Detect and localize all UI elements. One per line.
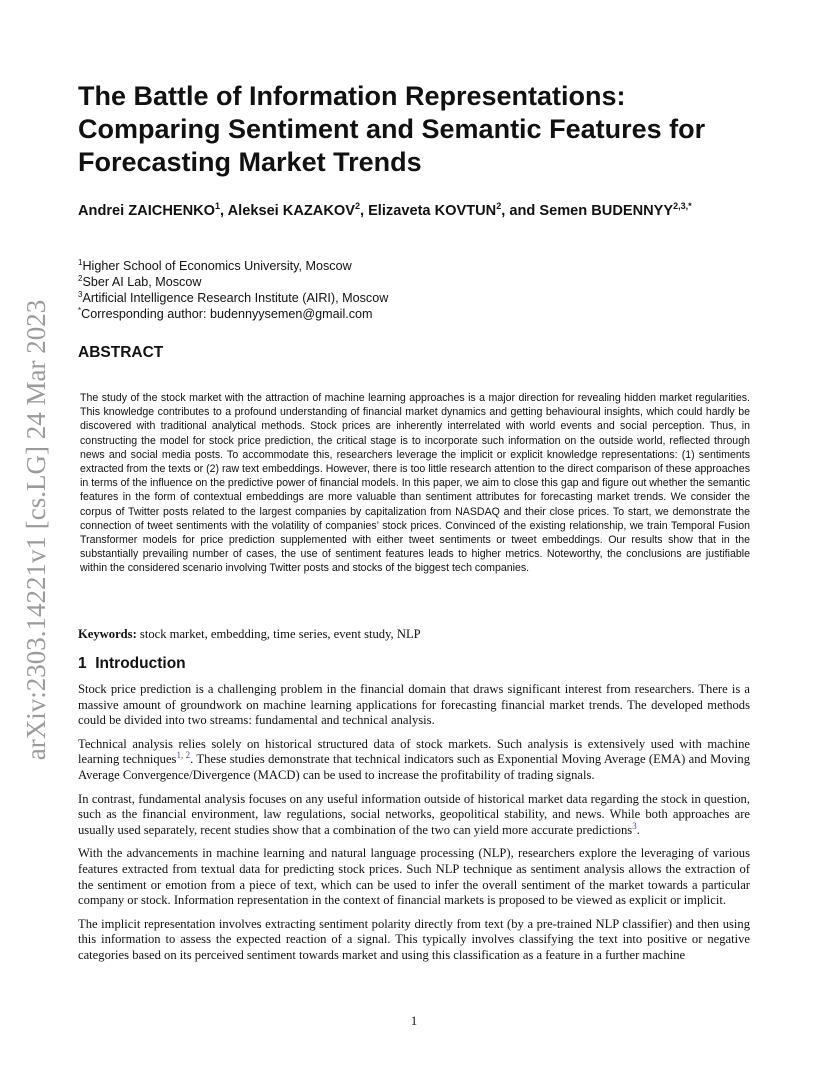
- body-paragraph: With the advancements in machine learning and natural language processing (NLP), researchers explore the leveraging of various features extracted from textual data for predicting stock prices. Such NLP technique as sentiment analysis allows the extraction of the sentiment or emotion from a piece of text, which can be used to infer the overall sentiment of the market towards a particular company or stock. Information representation in the context of financial markets is proposed to be viewed as explicit or implicit.: [78, 846, 750, 908]
- affiliation-text: Artificial Intelligence Research Institute (AIRI), Moscow: [82, 291, 389, 305]
- paragraph-text: Technical analysis relies solely on historical structured data of stock markets. Such analysis is extensively used with machine learning techniques: [78, 736, 750, 767]
- author-separator: ,: [359, 203, 369, 219]
- keywords-text: stock market, embedding, time series, event study, NLP: [136, 627, 421, 641]
- keywords-label: Keywords:: [78, 627, 137, 641]
- affiliation-mark: *: [78, 305, 82, 315]
- page-number: 1: [410, 1014, 418, 1028]
- affiliation-text: Sber AI Lab, Moscow: [82, 275, 202, 289]
- affiliation-list: [78, 258, 578, 322]
- citation-link[interactable]: 1, 2: [176, 750, 191, 761]
- body-paragraph: Stock price prediction is a challenging problem in the financial domain that draws significant interest from researchers. There is a massive amount of groundwork on machine learning applications for forecasting financial market trends. The developed methods could be divided into two streams: fundamental and technical analysis.: [78, 682, 750, 728]
- body-paragraph: [78, 737, 750, 784]
- author-name: Aleksei KAZAKOV: [227, 203, 355, 219]
- body-paragraph: [78, 792, 750, 839]
- abstract-heading: ABSTRACT: [78, 344, 164, 361]
- author-list: [78, 202, 738, 220]
- paragraph-text: . These studies demonstrate that technical indicators such as Exponential Moving Average (EMA) and Moving Average Convergence/Divergence (MACD) can be used to increase the profitability of trading signals.: [78, 752, 750, 782]
- paper-title: The Battle of Information Representations: Comparing Sentiment and Semantic Features for Forecasting Market Trends: [78, 81, 706, 177]
- corresponding-author-text: Corresponding author: budennyysemen@gmail.com: [81, 307, 373, 321]
- affiliation-mark: 1: [78, 257, 83, 267]
- author-affiliation-mark: 2,3,*: [673, 201, 692, 212]
- author-affiliation-mark: 1: [215, 201, 221, 212]
- affiliation-line: [78, 274, 578, 290]
- affiliation-line: [78, 258, 578, 274]
- abstract-text: The study of the stock market with the attraction of machine learning approaches is a major direction for revealing hidden market regularities. This knowledge contributes to a profound understanding of financial market dynamics and getting behavioural insights, which could hardly be discovered with traditional analytical methods. Stock prices are inherently interrelated with world events and social perception. Thus, in constructing the model for stock price prediction, the critical stage is to incorporate such information on the outside world, reflected through news and social media posts. To accommodate this, researchers leverage the implicit or explicit knowledge representations: (1) sentiments extracted from the texts or (2) raw text embeddings. However, there is too little research attention to the direct comparison of these approaches in terms of the influence on the predictive power of financial models. In this paper, we aim to close this gap and figure out whether the semantic features in the form of contextual embeddings are more valuable than sentiment attributes for forecasting market trends. We consider the corpus of Twitter posts related to the largest companies by capitalization from NASDAQ and their close prices. To start, we demonstrate the connection of tweet sentiments with the volatility of companies’ stock prices. Convinced of the existing relationship, we train Temporal Fusion Transformer models for price prediction supplemented with either tweet sentiments or tweet embeddings. Our results show that in the substantially prevailing number of cases, the use of sentiment features leads to higher metrics. Noteworthy, the conclusions are justifiable within the considered scenario involving Twitter posts and stocks of the biggest tech companies.: [80, 392, 750, 575]
- affiliation-text: Higher School of Economics University, Moscow: [82, 259, 352, 273]
- section-title: Introduction: [95, 655, 186, 672]
- author-affiliation-mark: 2: [496, 201, 502, 212]
- section-heading-introduction: [78, 655, 186, 673]
- author-separator: , and: [501, 203, 540, 219]
- arxiv-identifier-stamp: arXiv:2303.14221v1 [cs.LG] 24 Mar 2023: [21, 299, 51, 761]
- paragraph-text: .: [636, 822, 640, 837]
- paragraph-text: In contrast, fundamental analysis focuses on any useful information outside of historical market data regarding the stock in question, such as the financial environment, law regulations, social networks, geopolitical stability, and news. While both approaches are usually used separately, recent studies show that a combination of the two can yield more accurate predictions: [78, 791, 750, 837]
- author-name: Andrei ZAICHENKO: [78, 203, 216, 219]
- affiliation-mark: 2: [78, 273, 83, 283]
- affiliation-mark: 3: [78, 289, 83, 299]
- introduction-body: [78, 682, 750, 972]
- citation-link[interactable]: 3: [632, 820, 637, 831]
- affiliation-line: [78, 290, 578, 306]
- author-name: Semen BUDENNYY: [539, 203, 674, 219]
- keywords-line: [78, 626, 748, 642]
- author-affiliation-mark: 2: [354, 201, 360, 212]
- affiliation-line: [78, 306, 578, 322]
- body-paragraph: The implicit representation involves extracting sentiment polarity directly from text (by a pre-trained NLP classifier) and then using this information to assess the expected reaction of a signal. This typically involves classifying the text into positive or negative categories based on its perceived sentiment towards market and using this classification as a feature in a further machine: [78, 916, 750, 962]
- author-name: Elizaveta KOVTUN: [368, 203, 497, 219]
- author-separator: ,: [220, 203, 228, 219]
- section-number: 1: [78, 655, 87, 672]
